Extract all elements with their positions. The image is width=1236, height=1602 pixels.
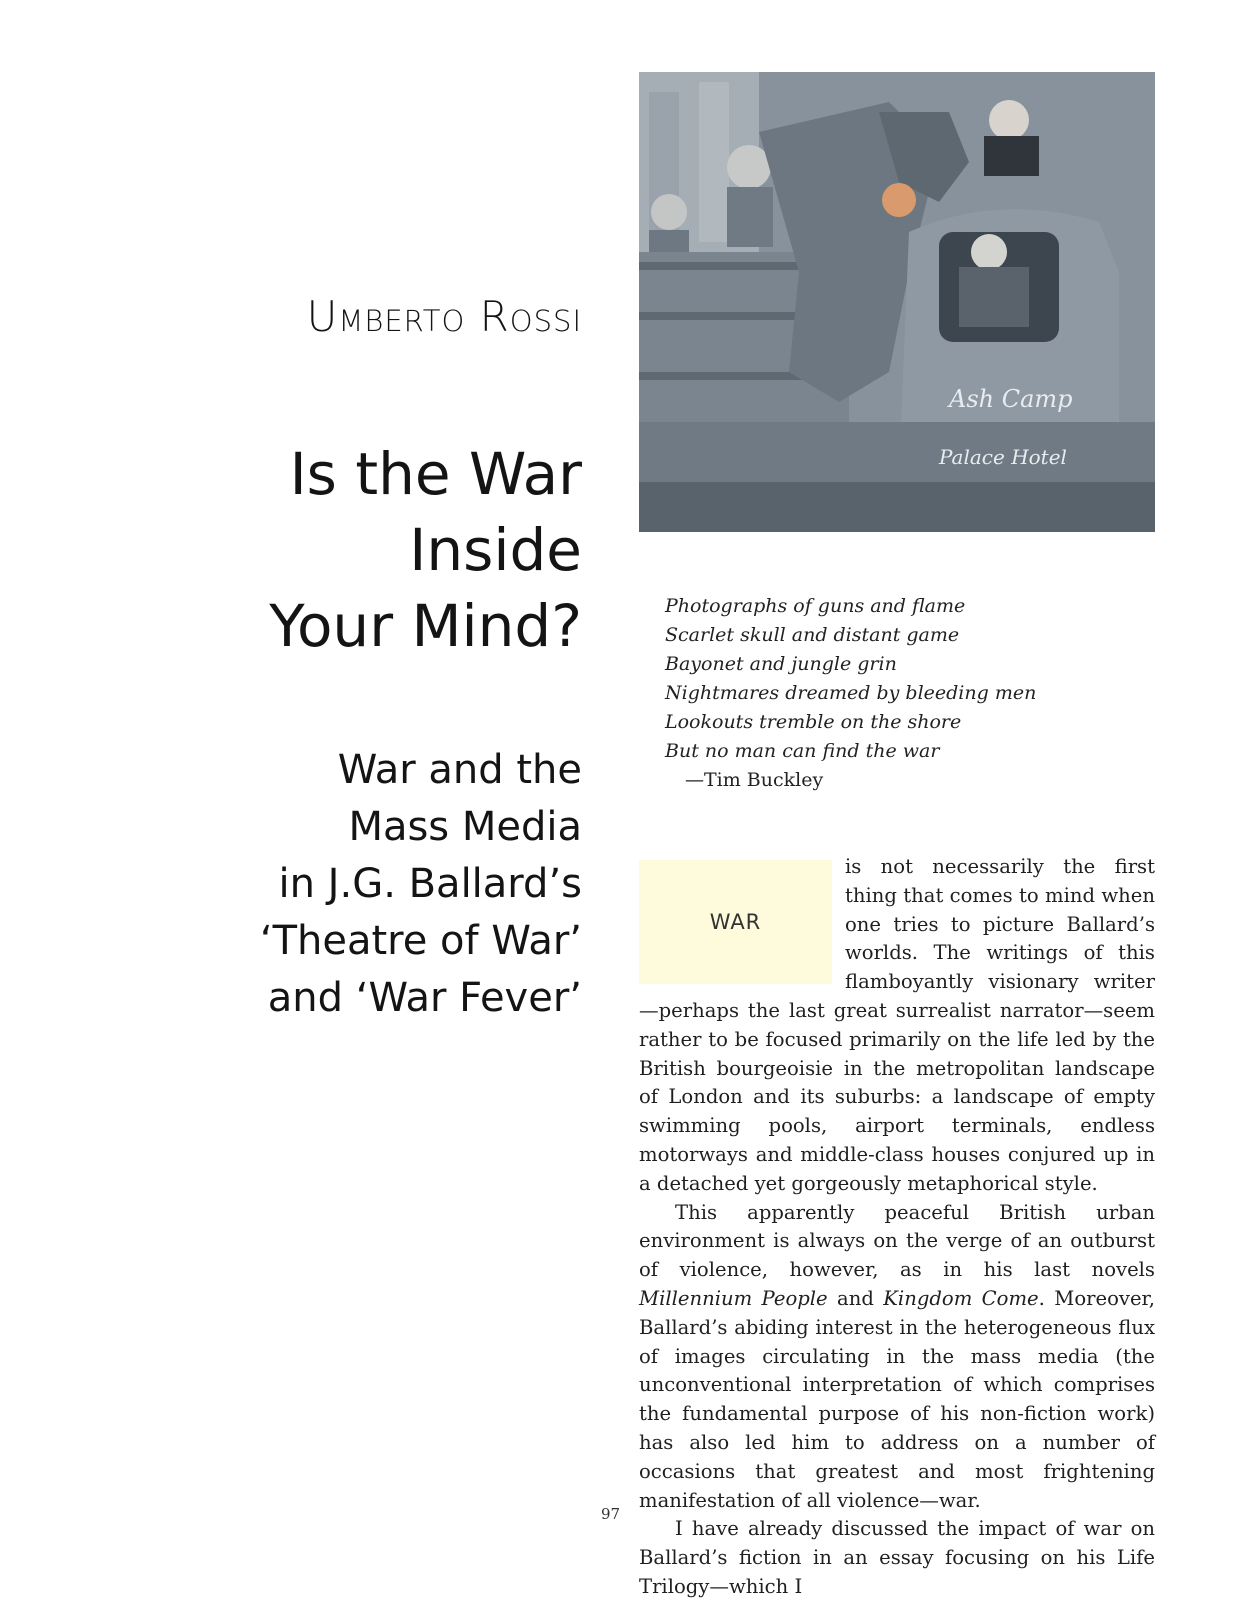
body-paragraph: This apparently peaceful British urban environment is always on the verge of an outburst of violence, however, as in his last novels Millennium People and Kingdom Come. Moreover, Ballard’s abiding interest in the heterogeneous flux of images circulating in the mass media (the unconventional interpretation of which comprises the fundamental purpose of his non-fiction work) has also led him to address on a number of occasions that greatest and most frightening manifestation of all violence—war. — [639, 1200, 1155, 1512]
epigraph-line: Nightmares dreamed by bleeding men — [665, 682, 1037, 704]
epigraph-line: But no man can find the war — [665, 740, 940, 762]
truck-text-2: Palace Hotel — [939, 445, 1067, 469]
article-body — [639, 853, 1155, 1602]
article-title — [150, 436, 582, 664]
title-line: Your Mind? — [269, 592, 582, 660]
subtitle-line: War and the — [337, 747, 582, 793]
subtitle-line: Mass Media — [348, 804, 582, 850]
subtitle-line: ‘Theatre of War’ — [259, 918, 582, 964]
body-paragraph: I have already discussed the impact of war on Ballard’s fiction in an essay focusing on his Life Trilogy—which I — [639, 1517, 1155, 1598]
dropcap-word: WAR — [709, 910, 762, 934]
war-truck-photo — [639, 72, 1155, 532]
author-name: Umberto Rossi — [306, 292, 582, 341]
truck-text-1: Ash Camp — [949, 385, 1073, 413]
book-title: Kingdom Come — [883, 1286, 1039, 1310]
subtitle-line: in J.G. Ballard’s — [278, 861, 582, 907]
article-subtitle — [150, 742, 582, 1027]
page-number: 97 — [601, 1505, 621, 1523]
title-line: Is the War — [289, 440, 582, 508]
epigraph-line: Scarlet skull and distant game — [665, 624, 960, 646]
epigraph — [665, 592, 1036, 795]
book-title: Millennium People — [639, 1286, 828, 1310]
body-paragraph: is not necessarily the first thing that comes to mind when one tries to picture Ballard’s worlds. The writings of this flamboyantly visionary writer—perhaps the last great surrealist narrator—seem rather to be focused primarily on the life led by the British bourgeoisie in the metropolitan landscape of London and its suburbs: a landscape of empty swimming pools, airport terminals, endless motorways and middle-class houses conjured up in a detached yet gorgeously metaphorical style. — [639, 855, 1155, 1195]
epigraph-line: Bayonet and jungle grin — [665, 653, 897, 675]
title-line: Inside — [409, 516, 582, 584]
epigraph-line: Lookouts tremble on the shore — [665, 711, 962, 733]
epigraph-attribution: —Tim Buckley — [685, 769, 824, 791]
epigraph-line: Photographs of guns and flame — [665, 595, 966, 617]
subtitle-line: and ‘War Fever’ — [267, 975, 582, 1021]
